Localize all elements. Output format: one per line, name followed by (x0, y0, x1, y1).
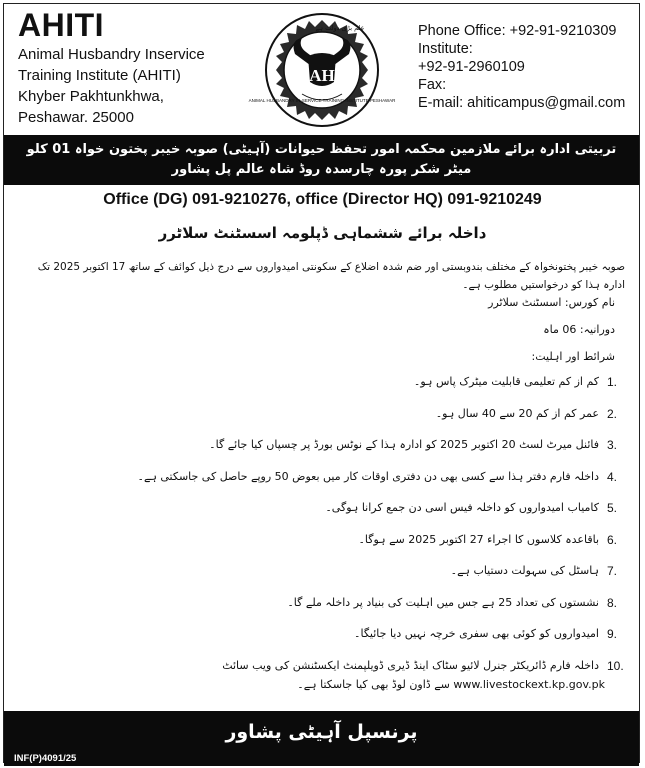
email-address: E-mail: ahiticampus@gmail.com (418, 95, 626, 111)
svg-text:AH: AH (309, 66, 335, 85)
phone-office: Phone Office: +92-91-9210309 (418, 23, 617, 39)
institute-logo (248, 10, 396, 130)
list-item (301, 402, 631, 434)
item-text: نشستوں کی تعداد 25 ہے جس میں اہلیت کی بنیاد پر داخلہ ملے گا۔ (287, 595, 599, 609)
item-text: عمر کم از کم 20 سے 40 سال ہو۔ (435, 406, 599, 420)
footer-banner (4, 711, 639, 766)
item-text: ہاسٹل کی سہولت دستیاب ہے۔ (450, 564, 599, 577)
item-text: داخلہ فارم ڈائریکٹر جنرل لائیو سٹاک اینڈ ڈیری ڈویلپمنٹ ایکسٹنشن کی ویب سائٹ (222, 658, 599, 672)
list-item (287, 591, 631, 623)
item-number: 4. (607, 469, 618, 484)
admission-title: داخلہ برائے ششماہی ڈپلومہ اسسٹنٹ سلاٹرر (158, 224, 487, 242)
item-number: 10. (607, 658, 624, 673)
org-short-name: AHITI (18, 7, 105, 43)
item-text: باقاعدہ کلاسوں کا اجراء 27 اکتوبر 2025 سے ہوگا۔ (358, 532, 599, 546)
institute-label: Institute: (418, 41, 473, 57)
address-line: Peshawar. 25000 (18, 109, 134, 126)
course-name: نام کورس: اسسٹنٹ سلاٹرر (488, 296, 615, 309)
address-line: Animal Husbandry Inservice (18, 46, 205, 63)
list-item (301, 559, 631, 591)
list-item (137, 465, 631, 497)
institute-phone: +92-91-2960109 (418, 59, 525, 75)
item-number: 2. (607, 406, 618, 421)
list-item (301, 496, 631, 528)
conditions-list (137, 370, 631, 685)
org-address (18, 44, 233, 128)
item-number: 3. (607, 438, 618, 452)
item-text: فائنل میرٹ لسٹ 20 اکتوبر 2025 کو ادارہ ہذا کے نوٹس بورڈ پر چسپاں کیا جائے گا۔ (209, 438, 599, 451)
item-number: 5. (607, 501, 618, 515)
item-number: 8. (607, 595, 618, 610)
course-duration: دورانیہ: 06 ماہ (543, 323, 615, 336)
logo-ring-text: ANIMAL HUSBANDRY IN-SERVICE TRAINING INSTITUTE PESHAWAR (248, 98, 396, 103)
item-number: 1. (607, 375, 618, 389)
logo-urdu-motto: علم بڑی دولت ہے (315, 24, 365, 32)
office-phone-line: Office (DG) 091-9210276, office (Director HQ) 091-9210249 (103, 191, 542, 208)
item-text: کامیاب امیدواروں کو داخلہ فیس اسی دن جمع کرانا ہوگی۔ (325, 501, 599, 514)
urdu-header-banner: تربیتی ادارہ برائے ملازمین محکمہ امور تحفظ حیوانات (آہیٹی) صوبہ خیبر پختون خواہ 01 کلو میٹر شکر پورہ چارسدہ روڈ شاہ عالم پل پشاور (4, 135, 639, 185)
fax-label: Fax: (418, 77, 447, 93)
logo-emblem (248, 10, 396, 130)
list-item (301, 528, 631, 560)
header-left (18, 8, 233, 128)
address-line: Khyber Pakhtunkhwa, (18, 88, 164, 105)
list-item (301, 622, 631, 654)
download-url-line: www.livestockext.kp.gov.pk سے ڈاون لوڈ بھی کیا جاسکتا ہے۔ (297, 678, 605, 691)
address-line: Training Institute (AHITI) (18, 67, 181, 84)
list-item (301, 370, 631, 402)
item-text: کم از کم تعلیمی قابلیت میٹرک پاس ہو۔ (413, 375, 599, 388)
admission-intro: صوبہ خیبر پختونخواہ کے مختلف بندوبستی اور ضم شدہ اضلاع کے سکونتی امیدواروں سے درج ذیل کوائف کے ساتھ 17 اکتوبر 2025 تک ادارہ ہذا کو درخواستیں مطلوب ہے۔ (37, 261, 625, 291)
header-contacts (418, 22, 638, 112)
item-text: داخلہ فارم دفتر ہذا سے کسی بھی دن دفتری اوقات کار میں بعوض 50 روپے حاصل کی جاسکتی ہے۔ (137, 469, 599, 483)
list-item (209, 433, 631, 465)
item-number: 6. (607, 532, 618, 547)
item-text: امیدواروں کو کوئی بھی سفری خرچہ نہیں دیا جائیگا۔ (354, 627, 599, 640)
item-number: 9. (607, 627, 618, 641)
item-number: 7. (607, 564, 618, 578)
reference-number: INF(P)4091/25 (14, 753, 77, 764)
conditions-heading: شرائط اور اہلیت: (531, 350, 615, 363)
principal-signature: پرنسپل آہیٹی پشاور (225, 721, 418, 743)
